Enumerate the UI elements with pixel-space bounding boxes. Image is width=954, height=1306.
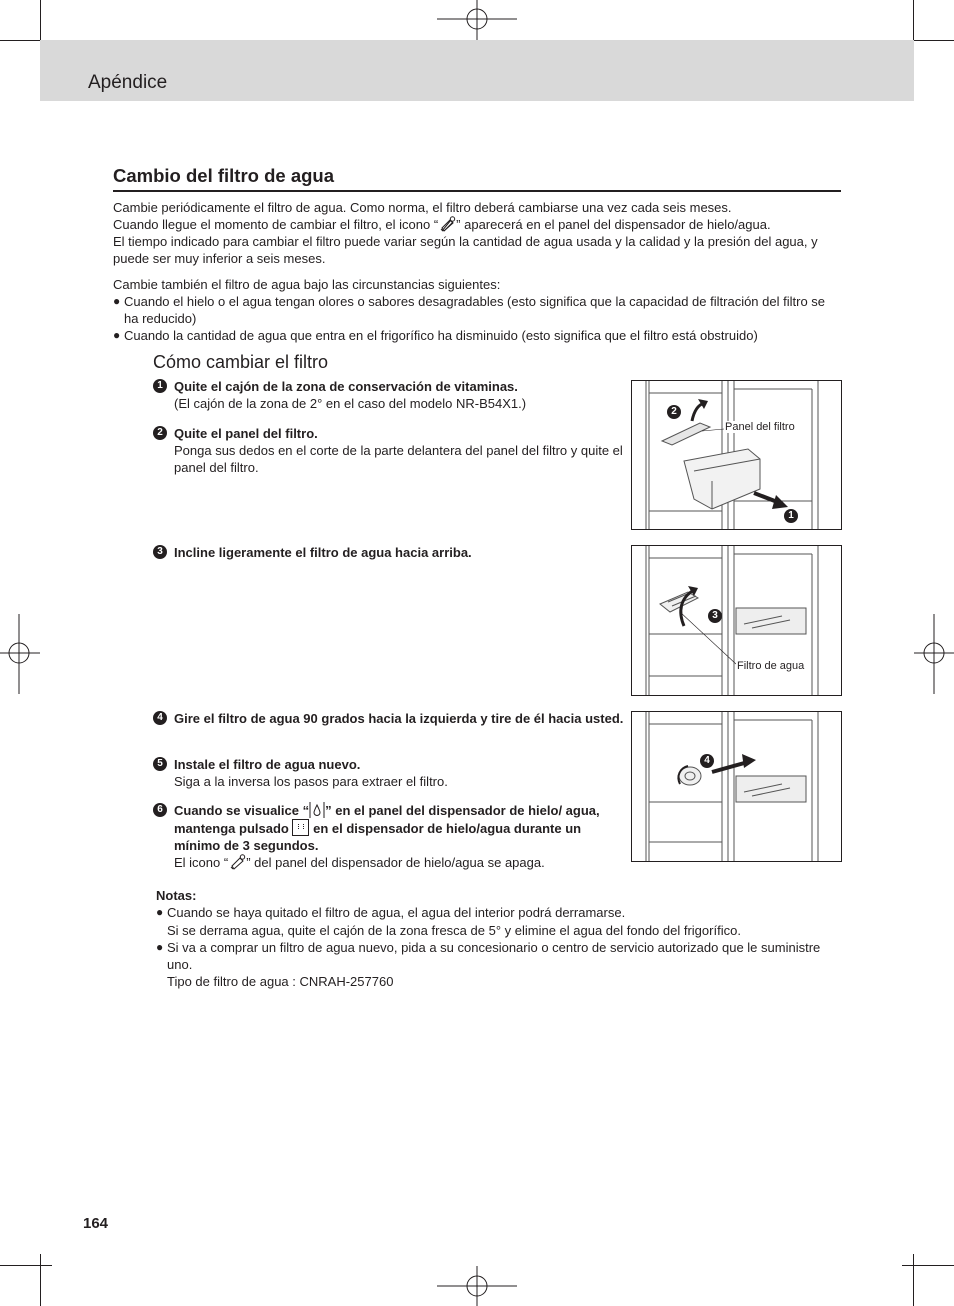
button-icon [292, 819, 309, 836]
section-divider [113, 190, 841, 192]
figure-drawer-removal [631, 380, 842, 530]
circumstances-intro: Cambie también el filtro de agua bajo las circunstancias siguientes: [113, 277, 501, 292]
fridge-illustration [632, 381, 841, 529]
fridge-illustration [632, 712, 841, 861]
step-number: 3 [153, 545, 167, 559]
figure-marker: 1 [784, 509, 798, 523]
intro-line-1: Cambie periódicamente el filtro de agua. Como norma, el filtro deberá cambiarse una vez cada seis meses. [113, 200, 732, 215]
step-2-heading: Quite el panel del filtro. [174, 426, 318, 441]
figure-label-filter-panel: Panel del filtro [725, 421, 795, 433]
filter-icon [228, 854, 246, 870]
figure-marker: 3 [708, 609, 722, 623]
figure-marker: 4 [700, 754, 714, 768]
step-3-heading: Incline ligeramente el filtro de agua hacia arriba. [174, 545, 472, 560]
step-number: 1 [153, 379, 167, 393]
intro-paragraph [113, 199, 843, 267]
note-item: ● Si va a comprar un filtro de agua nuevo, pida a su concesionario o centro de servicio autorizado que le suministre uno. Tipo de filtro de agua : CNRAH-257760 [156, 939, 846, 991]
header-title: Apéndice [88, 72, 168, 93]
step-6-text: El icono “ ” del panel del dispensador de hielo/agua se apaga. [174, 855, 545, 870]
step-2 [174, 425, 624, 476]
step-6-heading: Cuando se visualice “ ” en el panel del dispensador de hielo/ agua, mantenga pulsado en el dispensador de hielo/agua durante un mínimo de 3 segundos. [174, 803, 600, 853]
howto-title: Cómo cambiar el filtro [153, 352, 329, 372]
step-1-text: (El cajón de la zona de 2° en el caso del modelo NR-B54X1.) [174, 396, 527, 411]
water-drop-icon [309, 802, 325, 818]
intro-line-3: El tiempo indicado para cambiar el filtro puede variar según la cantidad de agua usada y la calidad y la presión del agua, y puede ser muy inferior a seis meses. [113, 234, 818, 266]
step-number: 6 [153, 803, 167, 817]
figure-tilt-filter [631, 545, 842, 696]
note-item: ● Cuando se haya quitado el filtro de agua, el agua del interior podrá derramarse. Si se derrama agua, quite el cajón de la zona fresca de 5° y elimine el agua del fondo del frigorífico. [156, 904, 846, 939]
step-6 [174, 802, 614, 871]
step-number: 5 [153, 757, 167, 771]
step-5-heading: Instale el filtro de agua nuevo. [174, 757, 361, 772]
filter-icon [438, 216, 456, 232]
fridge-illustration [632, 546, 841, 695]
notes-title: Notas: [156, 888, 197, 903]
step-3 [174, 544, 624, 561]
section-title: Cambio del filtro de agua [113, 165, 334, 186]
header-band [40, 40, 914, 101]
figure-marker: 2 [667, 405, 681, 419]
circumstance-item: ● Cuando el hielo o el agua tengan olores o sabores desagradables (esto significa que la capacidad de filtración del filtro se ha reducido) [113, 293, 843, 327]
notes [156, 887, 846, 991]
intro-line-2: Cuando llegue el momento de cambiar el filtro, el icono “ ” aparecerá en el panel del dispensador de hielo/agua. [113, 217, 771, 232]
circumstance-item: ● Cuando la cantidad de agua que entra en el frigorífico ha disminuido (esto significa que el filtro está obstruido) [113, 327, 843, 344]
step-4-heading: Gire el filtro de agua 90 grados hacia la izquierda y tire de él hacia usted. [174, 711, 624, 726]
figure-rotate-filter [631, 711, 842, 862]
step-number: 2 [153, 426, 167, 440]
step-4 [174, 710, 629, 727]
step-1 [174, 378, 624, 412]
step-2-text: Ponga sus dedos en el corte de la parte delantera del panel del filtro y quite el panel del filtro. [174, 443, 623, 475]
figure-label-water-filter: Filtro de agua [737, 660, 805, 672]
step-number: 4 [153, 711, 167, 725]
circumstances [113, 276, 843, 344]
page-number: 164 [83, 1215, 109, 1232]
step-5-text: Siga a la inversa los pasos para extraer el filtro. [174, 774, 448, 789]
step-5 [174, 756, 624, 790]
step-1-heading: Quite el cajón de la zona de conservación de vitaminas. [174, 379, 518, 394]
